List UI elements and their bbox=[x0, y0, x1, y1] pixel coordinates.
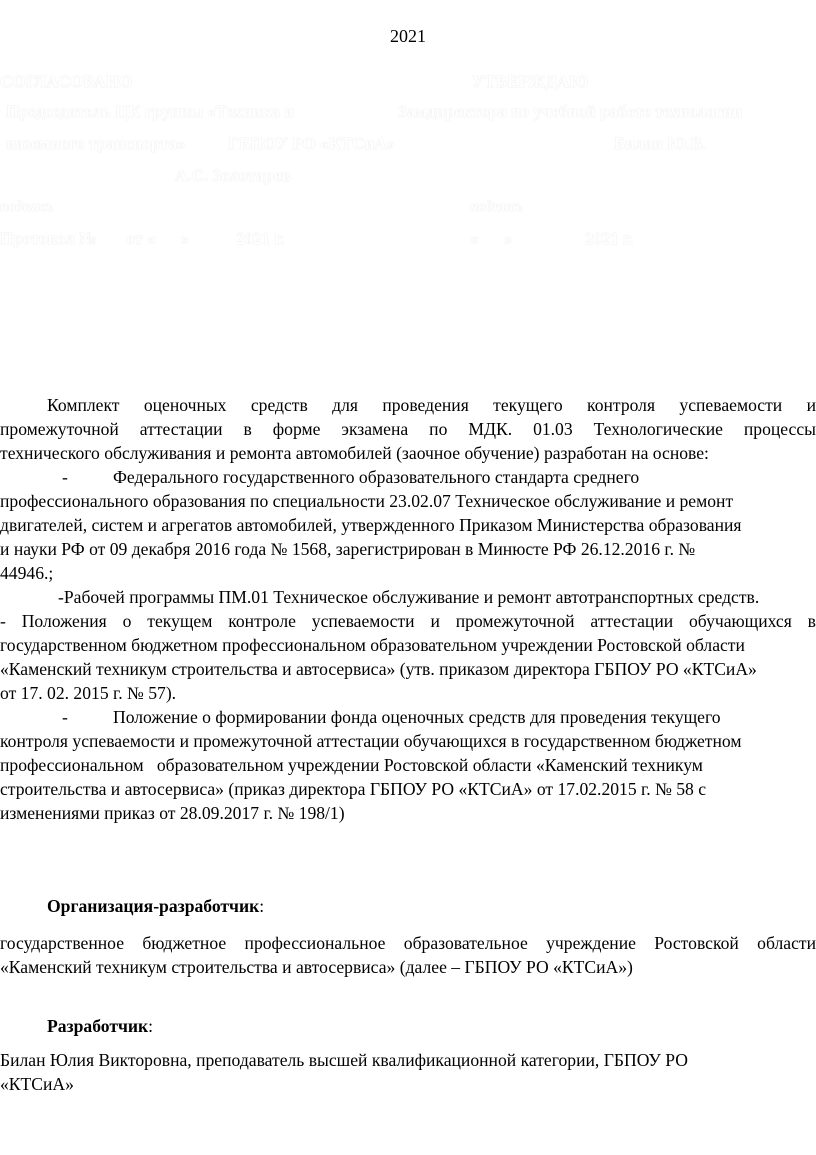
document-body bbox=[0, 393, 816, 825]
basis-item-1-first: Федерального государственного образовательного стандарта среднего bbox=[113, 467, 640, 487]
intro-line: технического обслуживания и ремонта автомобилей (заочное обучение) разработан на основе: bbox=[0, 443, 709, 463]
basis-item-4-line: профессиональном образовательном учреждении Ростовской области «Каменский техникум bbox=[0, 755, 703, 775]
intro-line: промежуточной аттестации в форме экзамена по МДК. 01.03 Технологические процессы bbox=[0, 419, 816, 439]
developer-line: Билан Юлия Викторовна, преподаватель высшей квалификационной категории, ГБПОУ РО bbox=[0, 1050, 688, 1070]
approved-signature-label: подпись bbox=[470, 199, 524, 215]
basis-item-1-line: 44946.; bbox=[0, 563, 54, 583]
agreed-chair-line1: Председатель ЦК группы «Техника и bbox=[6, 102, 294, 121]
basis-item-1 bbox=[0, 465, 816, 585]
basis-item-3 bbox=[0, 609, 816, 705]
approved-position: Замдиректора по учебной работе технологии bbox=[398, 102, 743, 121]
agreed-chair-line3: ГБПОУ РО «КТСиА» bbox=[228, 134, 396, 153]
developer-colon: : bbox=[148, 1016, 154, 1036]
basis-item-4-line: контроля успеваемости и промежуточной аттестации обучающихся в государственном бюджетном bbox=[0, 731, 742, 751]
approved-date-line: « » 2021 г. bbox=[470, 229, 634, 248]
developer-label: Разработчик bbox=[47, 1016, 149, 1036]
organization-line: «Каменский техникум строительства и автосервиса» (далее – ГБПОУ РО «КТСиА») bbox=[0, 957, 633, 977]
basis-item-4-line: строительства и автосервиса» (приказ директора ГБПОУ РО «КТСиА» от 17.02.2015 г. № 58 с bbox=[0, 779, 707, 799]
intro-line: Комплект оценочных средств для проведения текущего контроля успеваемости и bbox=[47, 395, 816, 415]
developer-line: «КТСиА» bbox=[0, 1074, 74, 1094]
basis-item-3-line: «Каменский техникум строительства и автосервиса» (утв. приказом директора ГБПОУ РО «КТСиА» bbox=[0, 659, 757, 679]
organization-line: государственное бюджетное профессиональное образовательное учреждение Ростовской области bbox=[0, 933, 816, 953]
basis-item-1-line: профессионального образования по специальности 23.02.07 Техническое обслуживание и ремонт bbox=[0, 491, 734, 511]
agreed-signature-label: подпись bbox=[0, 199, 54, 215]
basis-item-4-line: изменениями приказ от 28.09.2017 г. № 198/1) bbox=[0, 803, 345, 823]
developer-section bbox=[0, 1014, 816, 1038]
list-dash: - bbox=[62, 707, 68, 727]
organization-label: Организация-разработчик bbox=[47, 896, 260, 916]
agreed-signer-name: А.С. Золотарев bbox=[175, 166, 291, 185]
organization-section bbox=[0, 894, 816, 918]
basis-item-4 bbox=[0, 705, 816, 825]
approved-title: УТВЕРЖДАЮ bbox=[472, 72, 589, 91]
basis-item-3-line: - Положения о текущем контроле успеваемости и промежуточной аттестации обучающихся в bbox=[0, 611, 816, 631]
organization-colon: : bbox=[259, 896, 265, 916]
agreed-title: СОГЛАСОВАНО bbox=[0, 72, 133, 91]
organization-heading bbox=[0, 894, 816, 918]
document-year: 2021 bbox=[390, 26, 426, 46]
basis-item-2: -Рабочей программы ПМ.01 Техническое обслуживание и ремонт автотранспортных средств. bbox=[58, 587, 760, 607]
organization-text bbox=[0, 931, 816, 979]
basis-item-1-line: двигателей, систем и агрегатов автомобилей, утвержденного Приказом Министерства образования bbox=[0, 515, 742, 535]
agreed-protocol-line: Протокол № от « » 2021 г. bbox=[0, 229, 285, 248]
basis-item-4-first: Положение о формировании фонда оценочных средств для проведения текущего bbox=[113, 707, 721, 727]
developer-text bbox=[0, 1048, 816, 1096]
basis-item-3-line: от 17. 02. 2015 г. № 57). bbox=[0, 683, 177, 703]
developer-heading bbox=[0, 1014, 816, 1038]
basis-item-3-line: государственном бюджетном профессиональном образовательном учреждении Ростовской области bbox=[0, 635, 745, 655]
basis-item-1-line: и науки РФ от 09 декабря 2016 года № 1568, зарегистрирован в Минюсте РФ 26.12.2016 г. № bbox=[0, 539, 696, 559]
approved-signer-name: Билан Ю.В. bbox=[614, 134, 707, 153]
agreed-chair-line2: наземного транспорта» bbox=[6, 134, 186, 153]
intro-paragraph bbox=[0, 393, 816, 465]
list-dash: - bbox=[62, 467, 68, 487]
